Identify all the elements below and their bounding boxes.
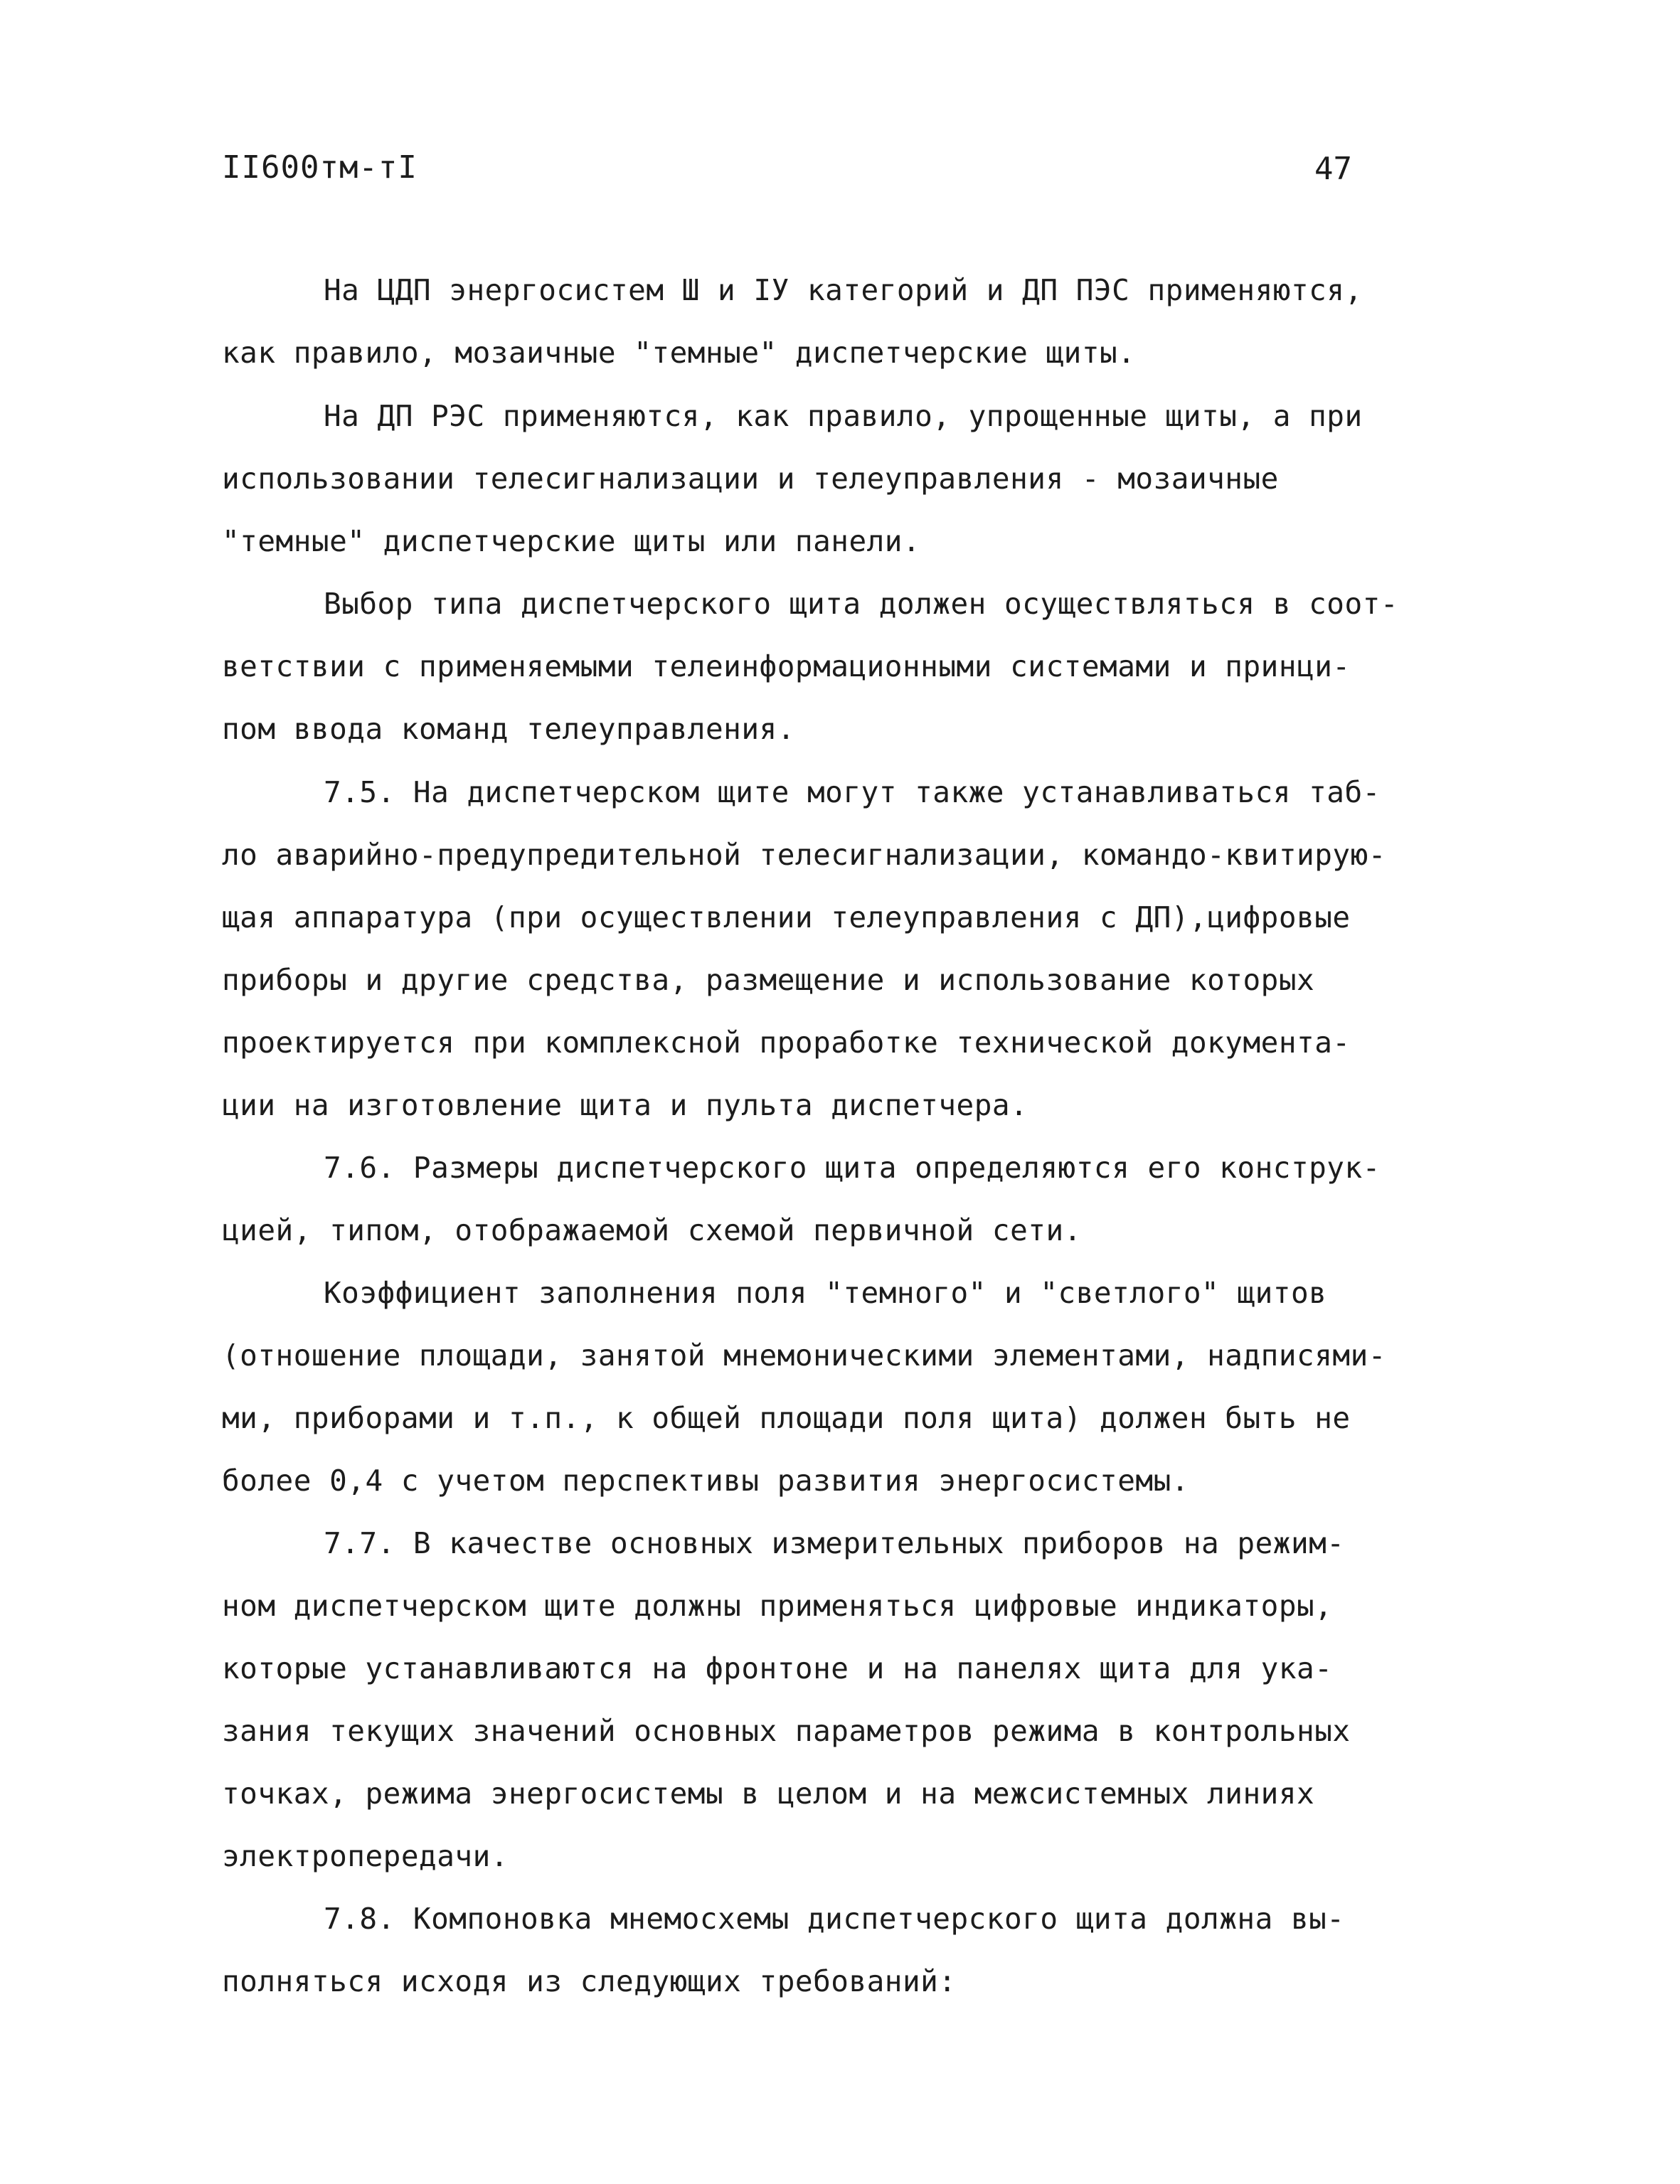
text-line: ции на изготовление щита и пульта диспетчера. (222, 1088, 1028, 1122)
text-line: 7.8. Компоновка мнемосхемы диспетчерского щита должна вы- (324, 1902, 1345, 1936)
text-line: более 0,4 с учетом перспективы развития энергосистемы. (222, 1464, 1189, 1498)
text-line: щая аппаратура (при осуществлении телеуправления с ДП),цифровые (222, 900, 1351, 934)
text-line: использовании телесигнализации и телеуправления - мозаичные (222, 462, 1279, 496)
text-line: На ЦДП энергосистем Ш и IУ категорий и ДП ПЭС применяются, (324, 273, 1363, 307)
text-line: 7.6. Размеры диспетчерского щита определяются его конструк- (324, 1151, 1381, 1185)
text-line: ном диспетчерском щите должны применяться цифровые индикаторы, (222, 1589, 1333, 1623)
text-line: "темные" диспетчерские щиты или панели. (222, 524, 921, 558)
text-line: 7.5. На диспетчерском щите могут также устанавливаться таб- (324, 775, 1381, 809)
text-line: зания текущих значений основных параметров режима в контрольных (222, 1714, 1351, 1748)
text-line: ми, приборами и т.п., к общей площади поля щита) должен быть не (222, 1401, 1351, 1435)
text-line: пом ввода команд телеуправления. (222, 712, 795, 746)
text-line: (отношение площади, занятой мнемоническими элементами, надписями- (222, 1338, 1386, 1373)
text-line: На ДП РЭС применяются, как правило, упрощенные щиты, а при (324, 399, 1363, 433)
page-number: 47 (1314, 151, 1352, 187)
text-line: которые устанавливаются на фронтоне и на панелях щита для ука- (222, 1651, 1333, 1685)
text-line: 7.7. В качестве основных измерительных приборов на режим- (324, 1526, 1345, 1560)
text-line: как правило, мозаичные "темные" диспетчерские щиты. (222, 336, 1136, 370)
text-line: точках, режима энергосистемы в целом и на межсистемных линиях (222, 1777, 1315, 1811)
text-line: цией, типом, отображаемой схемой первичной сети. (222, 1213, 1082, 1247)
text-line: ветствии с применяемыми телеинформационными системами и принци- (222, 649, 1351, 683)
document-code: II600тм-тI (222, 149, 418, 186)
text-line: приборы и другие средства, размещение и использование которых (222, 963, 1315, 997)
text-line: электропередачи. (222, 1839, 509, 1873)
text-line: проектируется при комплексной проработке технической документа- (222, 1026, 1351, 1060)
text-line: полняться исходя из следующих требований: (222, 1964, 957, 1998)
text-line: Выбор типа диспетчерского щита должен осуществляться в соот- (324, 587, 1399, 621)
text-line: Коэффициент заполнения поля "темного" и "светлого" щитов (324, 1276, 1327, 1310)
text-line: ло аварийно-предупредительной телесигнализации, командо-квитирую- (222, 838, 1386, 872)
